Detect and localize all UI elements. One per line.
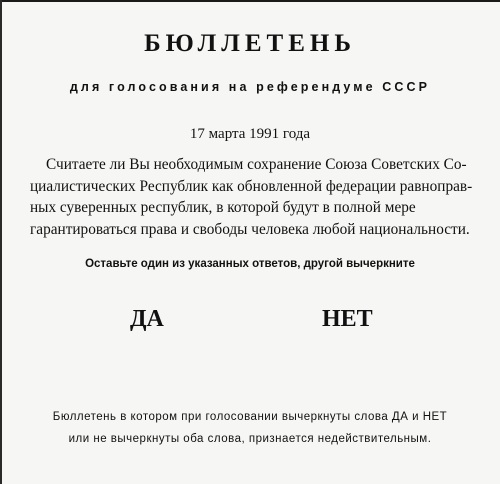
answer-yes[interactable]: ДА — [130, 306, 164, 332]
referendum-question — [30, 154, 474, 240]
question-line: циалистических Республик как обновленной федерации равноправ- — [30, 177, 473, 195]
voting-instruction: Оставьте один из указанных ответов, другой вычеркните — [85, 258, 415, 270]
scan-edge-top — [0, 0, 500, 2]
ballot-title: БЮЛЛЕТЕНЬ — [144, 30, 356, 57]
question-line: Считаете ли Вы необходимым сохранение Союза Советских Со- — [46, 156, 467, 173]
ballot-subtitle: для голосования на референдуме СССР — [69, 80, 431, 94]
footnote-line: или не вычеркнуты оба слова, признается недействительным. — [68, 433, 432, 445]
question-line: ных суверенных республик, в которой будут в полной мере — [30, 199, 416, 216]
validity-footnote — [0, 406, 500, 450]
question-line: гарантироваться права и свободы человека любой национальности. — [30, 220, 470, 238]
referendum-date: 17 марта 1991 года — [189, 126, 311, 142]
answer-no[interactable]: НЕТ — [322, 306, 373, 332]
footnote-line: Бюллетень в котором при голосовании вычеркнуты слова ДА и НЕТ — [52, 411, 448, 423]
